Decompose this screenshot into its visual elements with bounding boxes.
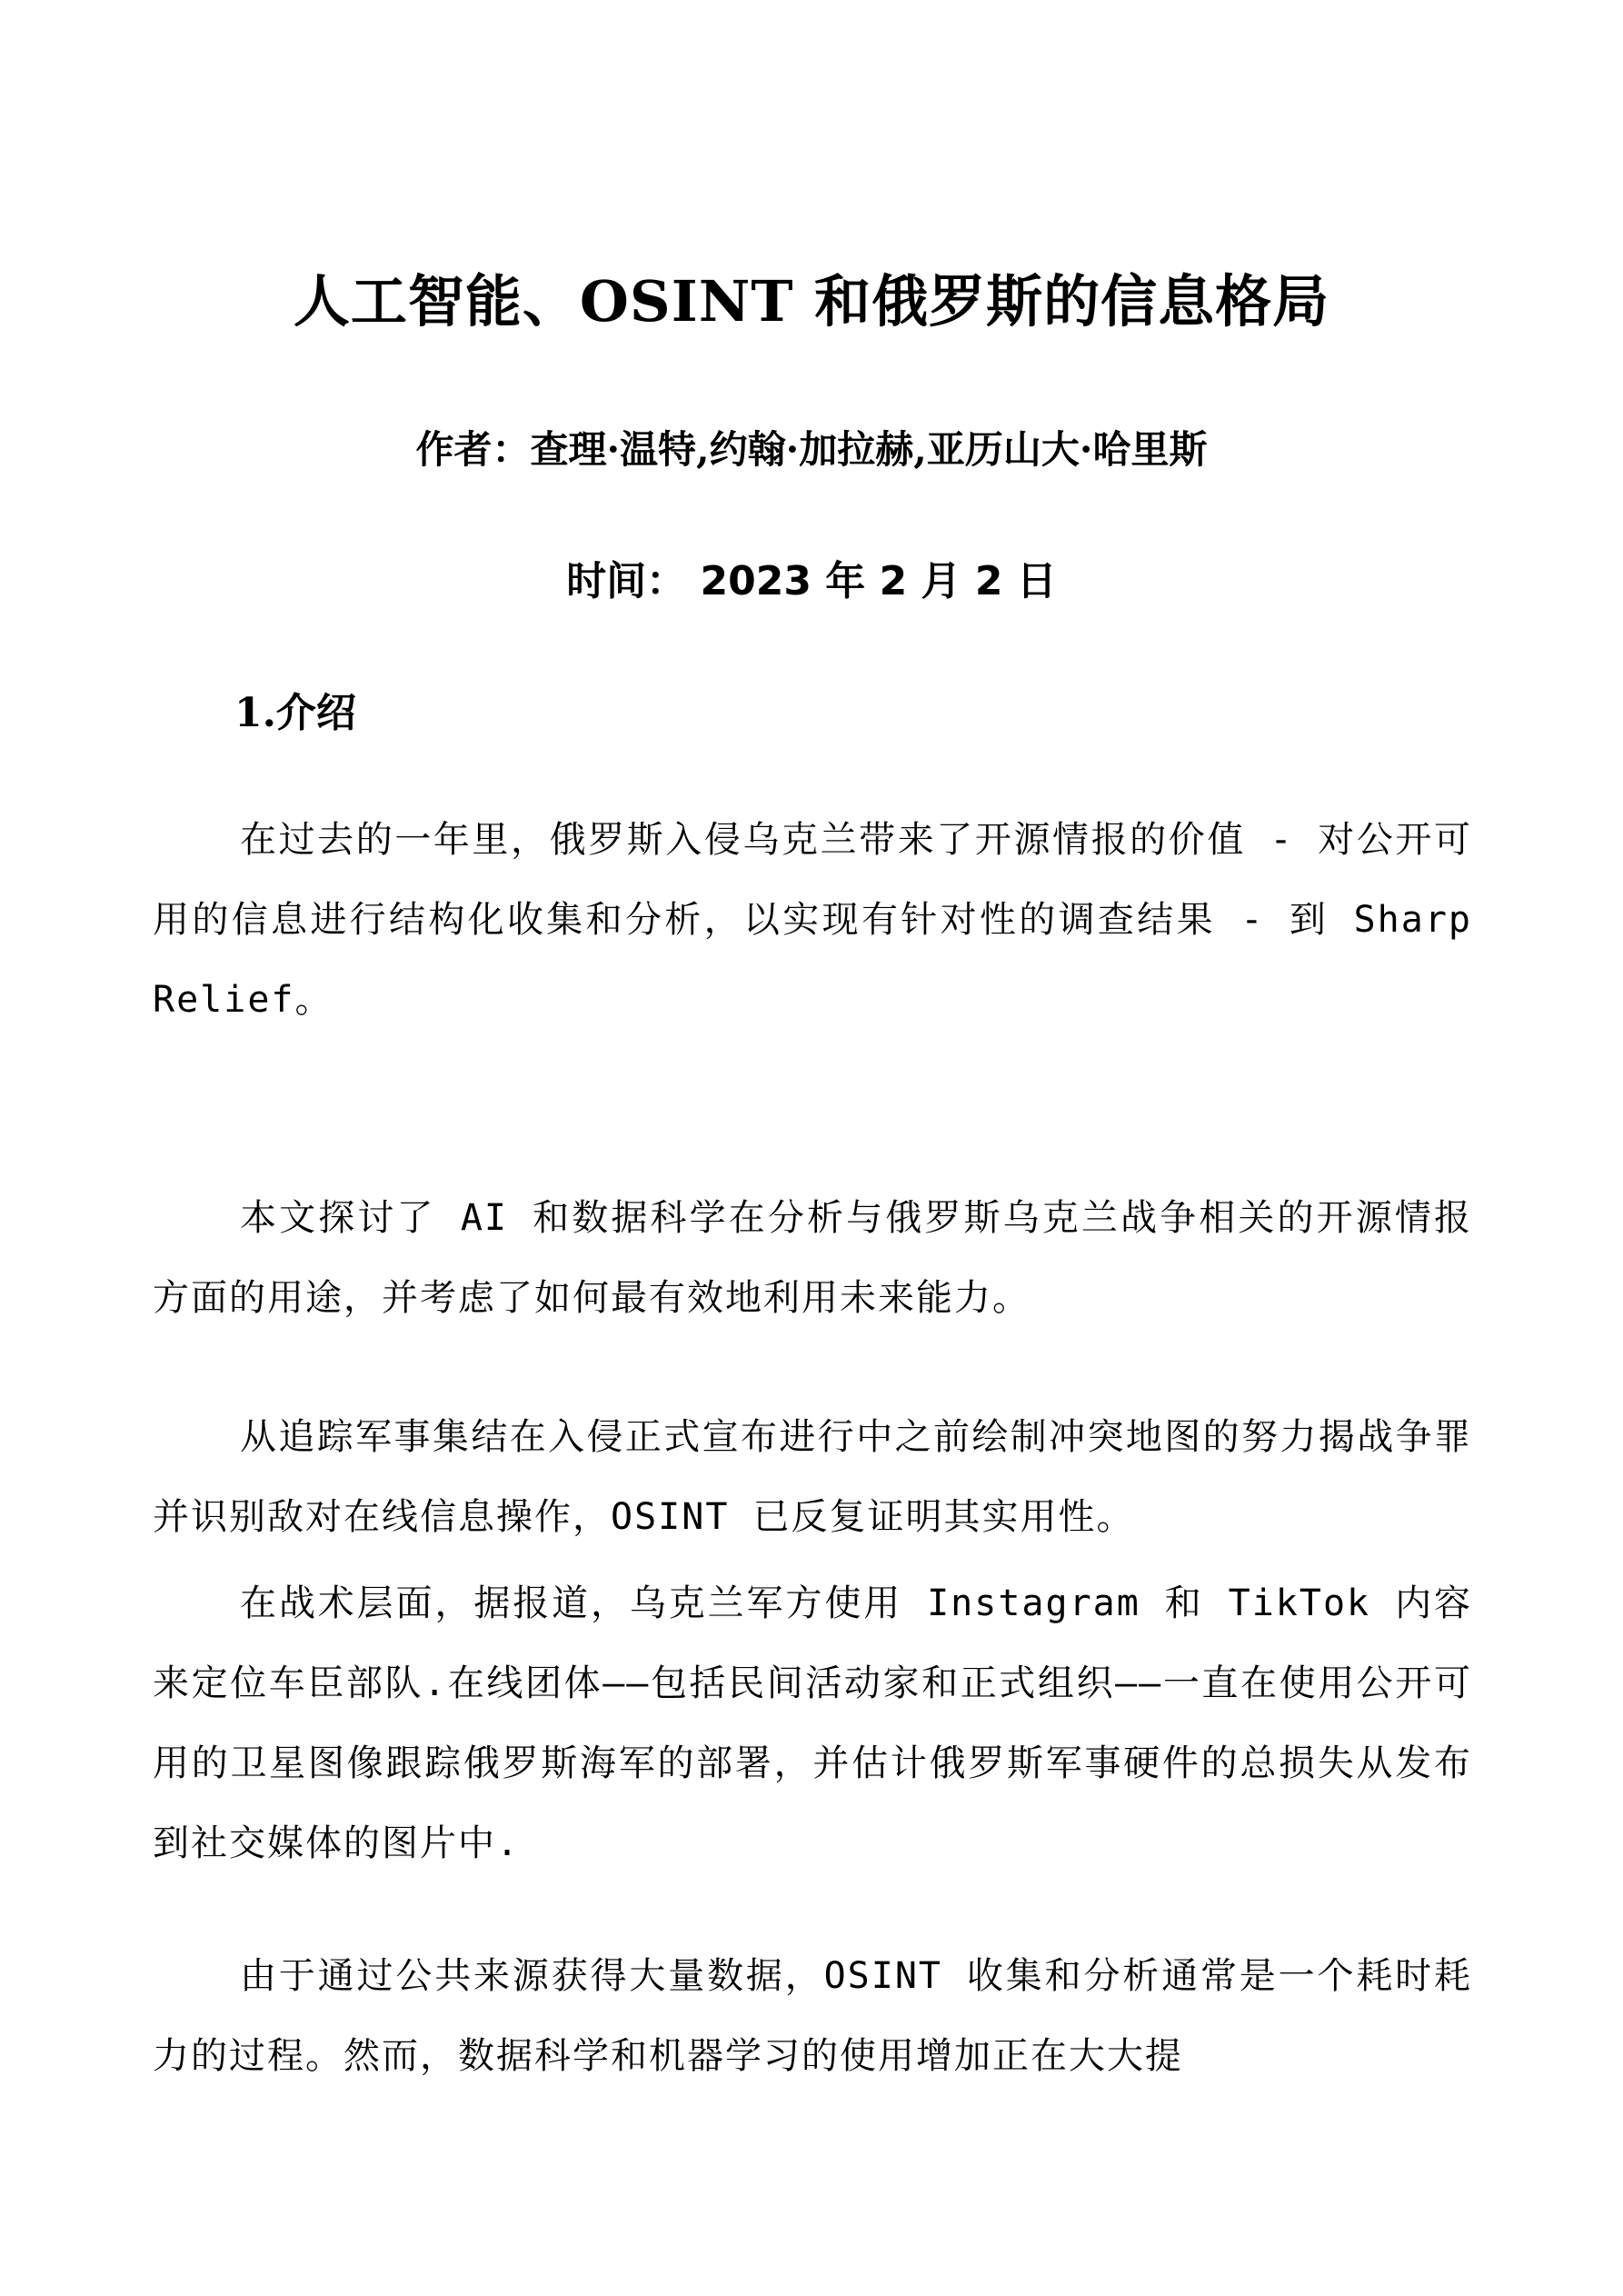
document-title: 人工智能、OSINT 和俄罗斯的信息格局 (293, 268, 1330, 334)
document-date: 时间： 2023 年 2 月 2 日 (566, 558, 1057, 604)
section-heading: 1.介绍 (234, 690, 356, 736)
paragraph: 在过去的一年里，俄罗斯入侵乌克兰带来了开源情报的价值 - 对公开可用的信息进行结构化收集和分析，以实现有针对性的调查结果 - 到 Sharp Relief。 (153, 819, 1472, 1021)
paragraph: 在战术层面，据报道，乌克兰军方使用 Instagram 和 TikTok 内容来定位车臣部队.在线团体——包括民间活动家和正式组织——一直在使用公开可用的卫星图像跟踪俄罗斯海军的部署，并估计俄罗斯军事硬件的总损失从发布到社交媒体的图片中. (153, 1582, 1472, 1864)
paragraph: 本文探讨了 AI 和数据科学在分析与俄罗斯乌克兰战争相关的开源情报方面的用途，并考虑了如何最有效地利用未来能力。 (153, 1197, 1472, 1319)
paragraph: 从追踪军事集结在入侵正式宣布进行中之前绘制冲突地图的努力揭战争罪并识别敌对在线信息操作，OSINT 已反复证明其实用性。 (153, 1416, 1472, 1538)
paragraph: 由于通过公共来源获得大量数据，OSINT 收集和分析通常是一个耗时耗力的过程。然而，数据科学和机器学习的使用增加正在大大提 (153, 1955, 1472, 2077)
document-authors: 作者：查理·温特,约翰·加拉赫,亚历山大·哈里斯 (415, 427, 1208, 472)
